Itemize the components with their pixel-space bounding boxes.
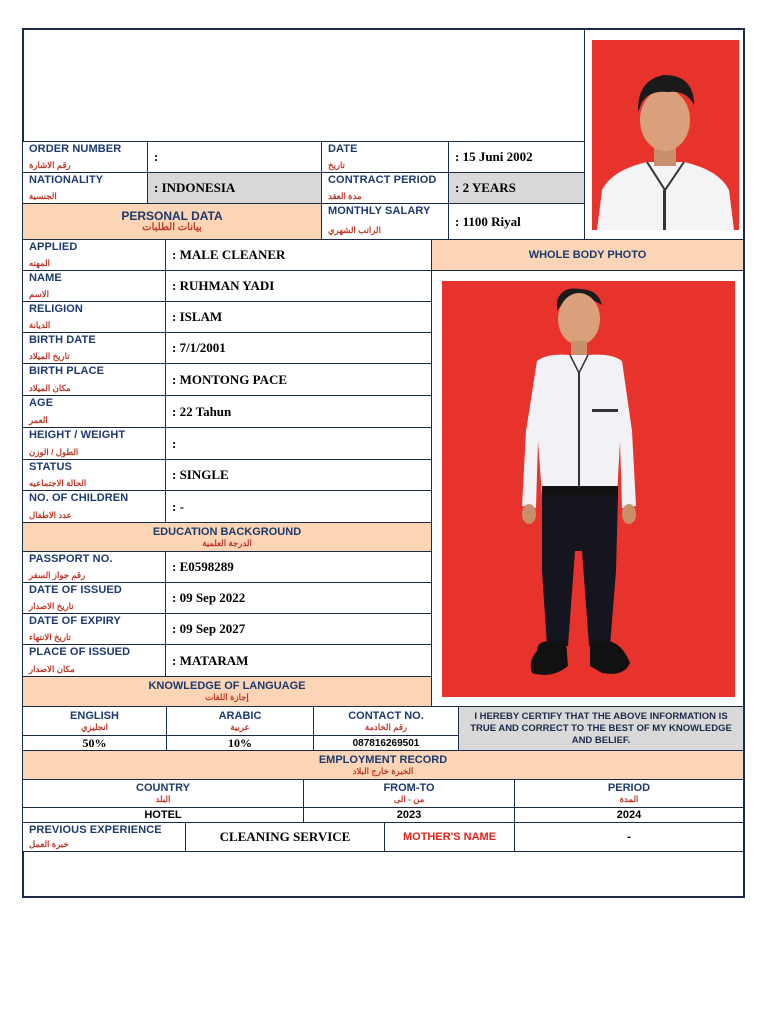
previous-experience-label: PREVIOUS EXPERIENCE bbox=[29, 824, 162, 836]
employment-country-label: COUNTRY bbox=[136, 782, 190, 794]
religion-label bbox=[22, 301, 166, 333]
personal-7-label-ar: الحالة الاجتماعيه bbox=[29, 478, 87, 488]
personal-3-label-ar: تاريخ الميلاد bbox=[29, 351, 70, 361]
passport-2-label: DATE OF EXPIRY bbox=[29, 615, 121, 627]
date-of-expiry-value bbox=[165, 613, 432, 645]
personal-7-label: STATUS bbox=[29, 461, 72, 473]
personal-data-heading bbox=[22, 203, 322, 240]
language-contact-label: CONTACT NO. bbox=[348, 709, 424, 722]
passport-1-label-ar: تاريخ الاصدار bbox=[29, 601, 74, 611]
contact-value bbox=[313, 735, 459, 751]
status-label bbox=[22, 459, 166, 491]
certify-statement bbox=[458, 706, 745, 751]
children-label bbox=[22, 490, 166, 523]
personal-8-value: : - bbox=[172, 498, 184, 514]
contact-label bbox=[313, 706, 459, 736]
employment-from-to-label: FROM-TO bbox=[383, 782, 435, 794]
portrait-photo-frame bbox=[584, 28, 745, 240]
height-weight-label bbox=[22, 427, 166, 460]
personal-6-label-ar: الطول / الوزن bbox=[29, 447, 79, 457]
header-personal-data-label: PERSONAL DATA bbox=[121, 209, 223, 223]
header-order-number-value: : bbox=[154, 149, 159, 164]
whole-body-person-icon bbox=[442, 281, 735, 697]
name-value bbox=[165, 270, 432, 302]
header-nationality-label: NATIONALITY bbox=[29, 174, 104, 186]
header-date-label: DATE bbox=[328, 143, 358, 155]
birth-place-value bbox=[165, 363, 432, 396]
mothers-name-value bbox=[514, 822, 745, 852]
mothers-name-label: MOTHER'S NAME bbox=[402, 831, 497, 843]
language-certify: I HEREBY CERTIFY THAT THE ABOVE INFORMATION IS TRUE AND CORRECT TO THE BEST OF MY KNOWLEDGE AND BELIEF. bbox=[470, 710, 732, 746]
header-monthly-salary-value: : 1100 Riyal bbox=[455, 213, 521, 229]
passport-no-label bbox=[22, 551, 166, 583]
arabic-label bbox=[166, 706, 314, 736]
passport-1-value: : 09 Sep 2022 bbox=[172, 590, 246, 605]
portrait-photo bbox=[592, 40, 739, 230]
children-value bbox=[165, 490, 432, 523]
name-label bbox=[22, 270, 166, 302]
order-number-label bbox=[22, 141, 148, 173]
birth-date-label bbox=[22, 332, 166, 364]
contract-period-label bbox=[321, 172, 449, 204]
personal-0-value: : MALE CLEANER bbox=[172, 247, 286, 262]
employment-heading bbox=[22, 750, 745, 780]
personal-2-label: RELIGION bbox=[29, 303, 83, 315]
personal-8-label: NO. OF CHILDREN bbox=[29, 492, 129, 504]
country-label bbox=[22, 779, 304, 808]
from-to-label bbox=[303, 779, 515, 808]
place-of-issued-value bbox=[165, 644, 432, 677]
employment-period-label-ar: المدة bbox=[619, 794, 639, 804]
header-contract-period-label: CONTRACT PERIOD bbox=[328, 174, 437, 186]
employment-period-label: PERIOD bbox=[607, 782, 651, 794]
place-of-issued-label bbox=[22, 644, 166, 677]
personal-1-label-ar: الاسم bbox=[29, 289, 49, 299]
language-label-ar: إجازة اللغات bbox=[205, 692, 249, 702]
education-label: EDUCATION BACKGROUND bbox=[152, 525, 302, 538]
personal-1-value: : RUHMAN YADI bbox=[172, 278, 275, 293]
previous-experience-label-ar: خبرة العمل bbox=[29, 839, 69, 849]
mothers-name-value: - bbox=[627, 831, 631, 843]
header-nationality-value: : INDONESIA bbox=[154, 180, 236, 195]
header-contract-period-label-ar: مدة العقد bbox=[328, 191, 362, 201]
header-nationality-label-ar: الجنسية bbox=[29, 191, 57, 201]
personal-4-label: BIRTH PLACE bbox=[29, 365, 105, 377]
personal-6-value: : bbox=[172, 435, 177, 451]
personal-4-label-ar: مكان الميلاد bbox=[29, 383, 71, 393]
employment-from-to-value: 2023 bbox=[396, 809, 422, 821]
personal-2-label-ar: الديانة bbox=[29, 320, 51, 330]
header-date-label-ar: تاريخ bbox=[328, 160, 345, 170]
applied-label bbox=[22, 239, 166, 271]
passport-2-label-ar: تاريخ الانتهاء bbox=[29, 632, 71, 642]
employment-country-label-ar: البلد bbox=[155, 794, 171, 804]
header-order-number-label-ar: رقم الاشارة bbox=[29, 160, 71, 170]
blank-footer-area bbox=[22, 851, 745, 898]
personal-2-value: : ISLAM bbox=[172, 309, 223, 324]
mothers-name-label bbox=[384, 822, 515, 852]
header-date-value: : 15 Juni 2002 bbox=[455, 149, 533, 164]
whole-body-photo-label: WHOLE BODY PHOTO bbox=[528, 249, 647, 261]
date-of-expiry-label bbox=[22, 613, 166, 645]
personal-3-label: BIRTH DATE bbox=[29, 334, 96, 346]
language-contact-value: 087816269501 bbox=[352, 737, 420, 749]
previous-experience-value bbox=[185, 822, 385, 852]
personal-8-label-ar: عدد الاطفال bbox=[29, 510, 72, 520]
date-of-issued-value bbox=[165, 582, 432, 614]
language-english-label-ar: انجليزي bbox=[81, 721, 108, 732]
passport-2-value: : 09 Sep 2027 bbox=[172, 621, 246, 636]
passport-3-value: : MATARAM bbox=[172, 652, 249, 668]
contract-period-value bbox=[448, 172, 585, 204]
date-label bbox=[321, 141, 449, 173]
previous-experience-value: CLEANING SERVICE bbox=[219, 829, 351, 844]
applied-value bbox=[165, 239, 432, 271]
language-english-value: 50% bbox=[82, 735, 107, 750]
date-value bbox=[448, 141, 585, 173]
english-label bbox=[22, 706, 167, 736]
nationality-label bbox=[22, 172, 148, 204]
height-weight-value bbox=[165, 427, 432, 460]
passport-no-value bbox=[165, 551, 432, 583]
personal-6-label: HEIGHT / WEIGHT bbox=[29, 429, 126, 441]
passport-3-label: PLACE OF ISSUED bbox=[29, 646, 131, 658]
birth-place-label bbox=[22, 363, 166, 396]
religion-value bbox=[165, 301, 432, 333]
passport-3-label-ar: مكان الاصدار bbox=[29, 664, 75, 674]
header-contract-period-value: : 2 YEARS bbox=[455, 180, 516, 195]
date-of-issued-label bbox=[22, 582, 166, 614]
age-label bbox=[22, 395, 166, 428]
status-value bbox=[165, 459, 432, 491]
period-label bbox=[514, 779, 745, 808]
language-heading bbox=[22, 676, 432, 707]
personal-5-value: : 22 Tahun bbox=[172, 403, 232, 419]
whole-body-photo-frame bbox=[431, 270, 745, 707]
employment-label-ar: الخبرة خارج البلاد bbox=[352, 765, 414, 776]
portrait-person-icon bbox=[592, 40, 739, 230]
age-value bbox=[165, 395, 432, 428]
passport-0-label-ar: رقم جواز السفر bbox=[29, 570, 86, 580]
personal-0-label: APPLIED bbox=[29, 241, 78, 253]
country-value bbox=[22, 807, 304, 823]
personal-3-value: : 7/1/2001 bbox=[172, 340, 226, 355]
education-label-ar: الدرجة العلمية bbox=[202, 537, 252, 548]
passport-0-label: PASSPORT NO. bbox=[29, 553, 113, 565]
employment-label: EMPLOYMENT RECORD bbox=[318, 753, 448, 766]
language-contact-label-ar: رقم الخادمة bbox=[364, 721, 408, 732]
education-heading bbox=[22, 522, 432, 552]
arabic-value bbox=[166, 735, 314, 751]
whole-body-photo bbox=[442, 281, 735, 697]
employment-period-value: 2024 bbox=[616, 809, 642, 821]
language-arabic-label-ar: عربية bbox=[230, 721, 250, 732]
employment-from-to-label-ar: من - الى bbox=[393, 794, 425, 804]
monthly-salary-value bbox=[448, 203, 585, 240]
period-value bbox=[514, 807, 745, 823]
language-arabic-value: 10% bbox=[228, 735, 252, 750]
employment-country-value: HOTEL bbox=[144, 809, 182, 821]
header-monthly-salary-label: MONTHLY SALARY bbox=[328, 205, 431, 217]
personal-5-label-ar: العمر bbox=[29, 415, 48, 425]
personal-1-label: NAME bbox=[29, 272, 62, 284]
personal-7-value: : SINGLE bbox=[172, 467, 229, 482]
previous-experience-label bbox=[22, 822, 186, 852]
personal-5-label: AGE bbox=[29, 397, 54, 409]
passport-1-label: DATE OF ISSUED bbox=[29, 584, 122, 596]
whole-body-photo-label bbox=[431, 239, 745, 271]
language-label: KNOWLEDGE OF LANGUAGE bbox=[148, 680, 306, 692]
header-personal-data-label-ar: بيانات الطلبات bbox=[142, 222, 202, 233]
passport-0-value: : E0598289 bbox=[172, 559, 234, 574]
from-to-value bbox=[303, 807, 515, 823]
header-monthly-salary-label-ar: الراتب الشهري bbox=[328, 225, 381, 235]
personal-4-value: : MONTONG PACE bbox=[172, 371, 288, 387]
nationality-value bbox=[147, 172, 322, 204]
personal-0-label-ar: المهنه bbox=[29, 258, 50, 268]
language-english-label: ENGLISH bbox=[70, 709, 119, 722]
monthly-salary-label bbox=[321, 203, 449, 240]
english-value bbox=[22, 735, 167, 751]
header-order-number-label: ORDER NUMBER bbox=[29, 143, 122, 155]
blank-header-area bbox=[22, 28, 585, 142]
order-number-value bbox=[147, 141, 322, 173]
birth-date-value bbox=[165, 332, 432, 364]
language-arabic-label: ARABIC bbox=[218, 709, 262, 722]
